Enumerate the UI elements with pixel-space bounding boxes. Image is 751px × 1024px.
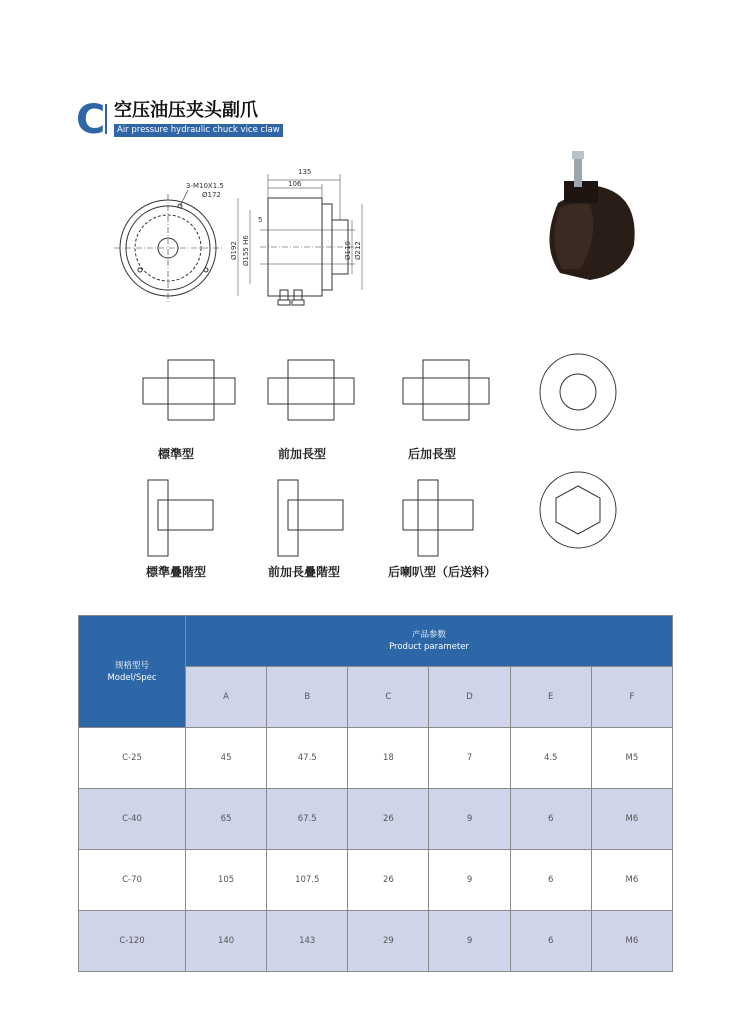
type-label-4: 標準疊階型 <box>146 565 207 579</box>
model-header-en: Model/Spec <box>107 672 157 683</box>
type-label-2: 前加長型 <box>278 447 327 461</box>
param-header-cn: 产品参数 <box>411 630 446 640</box>
cell-d: 9 <box>429 850 510 911</box>
dim-d192: Ø192 <box>230 241 238 260</box>
cell-c: 18 <box>348 728 429 789</box>
col-header-f: F <box>591 667 672 728</box>
table-row <box>79 789 673 850</box>
type-label-1: 標準型 <box>158 447 195 461</box>
dim-body-length: 106 <box>288 180 302 188</box>
row-model: C-120 <box>79 911 186 972</box>
table-row <box>79 850 673 911</box>
section-divider <box>105 104 107 134</box>
types-panel <box>118 340 658 590</box>
col-header-c: C <box>348 667 429 728</box>
param-header-en: Product parameter <box>389 642 469 652</box>
type-label-5: 前加長疊階型 <box>268 565 341 579</box>
cell-f: M6 <box>591 850 672 911</box>
col-header-b: B <box>267 667 348 728</box>
model-header <box>79 616 186 728</box>
row-model: C-40 <box>79 789 186 850</box>
dim-pcd: Ø172 <box>202 191 221 199</box>
type-label-3: 后加長型 <box>408 447 457 461</box>
cell-e: 6 <box>510 911 591 972</box>
cell-c: 26 <box>348 850 429 911</box>
row-model: C-25 <box>79 728 186 789</box>
cell-e: 6 <box>510 789 591 850</box>
cell-d: 9 <box>429 789 510 850</box>
model-header-cn: 规格型号 <box>114 660 149 671</box>
cell-a: 105 <box>186 850 267 911</box>
cell-f: M6 <box>591 911 672 972</box>
cell-a: 140 <box>186 911 267 972</box>
cell-d: 7 <box>429 728 510 789</box>
col-header-a: A <box>186 667 267 728</box>
section-title-en: Air pressure hydraulic chuck vice claw <box>114 124 283 137</box>
cell-c: 29 <box>348 911 429 972</box>
cell-a: 65 <box>186 789 267 850</box>
cell-e: 4.5 <box>510 728 591 789</box>
col-header-d: D <box>429 667 510 728</box>
cell-a: 45 <box>186 728 267 789</box>
type-label-6: 后喇叭型（后送料） <box>388 565 497 579</box>
cell-c: 26 <box>348 789 429 850</box>
cell-b: 143 <box>267 911 348 972</box>
cell-d: 9 <box>429 911 510 972</box>
dim-holes: 3-M10X1.5 <box>186 182 224 190</box>
section-letter: C <box>76 97 106 143</box>
col-header-e: E <box>510 667 591 728</box>
cell-b: 47.5 <box>267 728 348 789</box>
dim-d212: Ø212 <box>354 241 362 260</box>
row-model: C-70 <box>79 850 186 911</box>
spec-table <box>78 615 673 972</box>
technical-drawing <box>110 160 380 320</box>
cell-f: M6 <box>591 789 672 850</box>
cell-b: 67.5 <box>267 789 348 850</box>
param-header <box>186 616 673 667</box>
dim-small: 5 <box>258 216 263 224</box>
table-row <box>79 728 673 789</box>
dim-total-length: 135 <box>298 168 312 176</box>
cell-b: 107.5 <box>267 850 348 911</box>
product-photo <box>530 145 650 290</box>
cell-f: M5 <box>591 728 672 789</box>
section-title-cn: 空压油压夹头副爪 <box>114 100 258 121</box>
dim-d110: Ø110 <box>344 241 352 260</box>
table-row <box>79 911 673 972</box>
cell-e: 6 <box>510 850 591 911</box>
dim-d155: Ø155 H6 <box>242 235 250 266</box>
